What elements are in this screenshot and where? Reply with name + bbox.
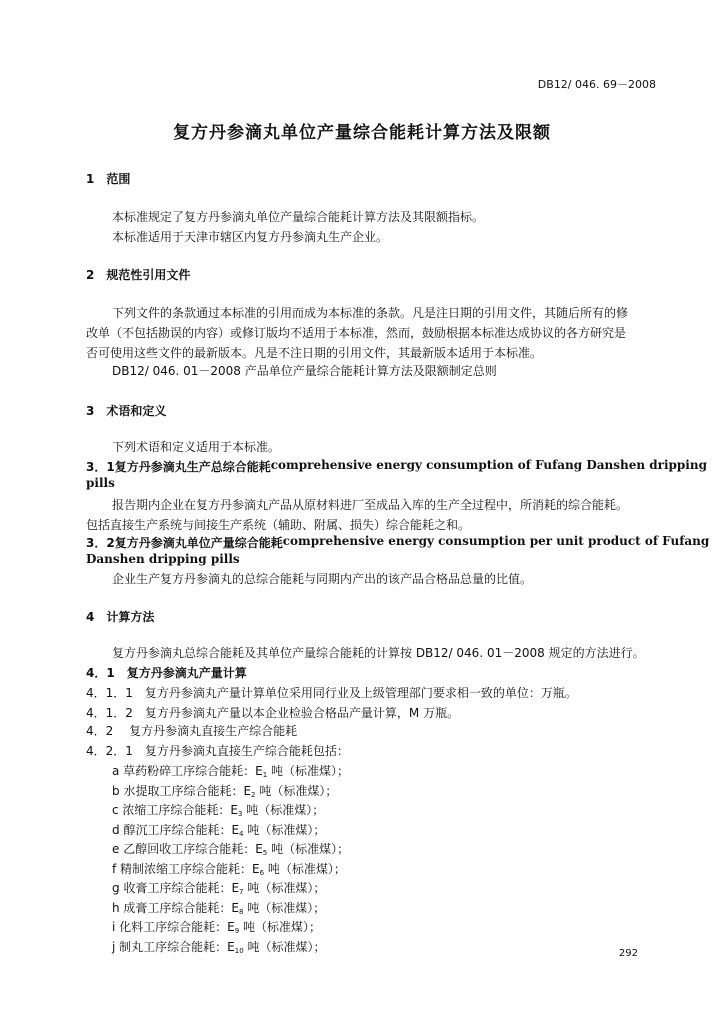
process-item-unit: 吨（标准煤）； [264, 861, 346, 876]
process-item-subscript: 4 [239, 829, 244, 838]
process-item-j [112, 938, 326, 955]
clause-3-1-term-en-cont: pills [86, 476, 115, 490]
clause-4-1-heading: 4．1 复方丹参滴丸产量计算 [86, 666, 247, 680]
process-item-unit: 吨（标准煤）； [243, 881, 326, 895]
clause-3-1-number: 3．1 [86, 460, 115, 474]
clause-4-1-2: 4．1．2 复方丹参滴丸产量以本企业检验合格品产量计算，M 万瓶。 [86, 706, 460, 720]
process-item-unit: 吨（标准煤）； [267, 764, 350, 778]
clause-4-1-1: 4．1．1 复方丹参滴丸产量计算单位采用同行业及上级管理部门要求相一致的单位：万瓶。 [86, 686, 577, 700]
clause-3-1-definition-line-1: 报告期内企业在复方丹参滴丸产品从原材料进厂至成品入库的生产全过程中，所消耗的综合能耗。 [112, 498, 629, 512]
normative-reference: DB12/ 046. 01－2008 产品单位产量综合能耗计算方法及限额制定总则 [112, 364, 497, 378]
process-item-unit: 吨（标准煤）； [267, 842, 350, 856]
process-item-text: 精制浓缩工序综合能耗：E [120, 861, 260, 876]
process-item-subscript: 9 [234, 927, 240, 935]
process-item-b [112, 782, 337, 799]
clause-3-2-term [86, 534, 710, 551]
process-item-text: 化料工序综合能耗：E [119, 920, 235, 934]
process-item-a [112, 762, 349, 779]
process-item-text: 水提取工序综合能耗：E [123, 783, 252, 798]
clause-4-2-1: 4．2．1 复方丹参滴丸直接生产综合能耗包括： [86, 744, 349, 758]
process-item-f [112, 860, 346, 877]
document-code: DB12/ 046. 69－2008 [537, 78, 656, 91]
process-item-letter: f [112, 861, 121, 876]
process-item-letter: c [112, 803, 123, 817]
process-item-unit: 吨（标准煤）； [243, 900, 326, 915]
process-item-subscript: 8 [239, 907, 244, 916]
clause-3-1-term [86, 458, 707, 475]
process-item-unit: 吨（标准煤）； [239, 920, 322, 934]
section-4-heading: 4 计算方法 [86, 610, 155, 624]
clause-3-1-definition-line-2: 包括直接生产系统与间接生产系统（辅助、附属、损失）综合能耗之和。 [86, 518, 471, 532]
process-item-text: 草药粉碎工序综合能耗：E [123, 764, 263, 778]
process-item-text: 制丸工序综合能耗：E [119, 939, 235, 954]
clause-3-2-term-en: comprehensive energy consumption per unit product of Fufang [282, 534, 710, 548]
section-2-line-2: 改单（不包括勘误的内容）或修订版均不适用于本标准，然而，鼓励根据本标准达成协议的各方研究是 [86, 326, 627, 340]
process-item-letter: b [112, 783, 124, 798]
process-item-text: 醇沉工序综合能耗：E [123, 822, 240, 837]
process-item-text: 收膏工序综合能耗：E [123, 881, 240, 895]
process-item-subscript: 2 [251, 790, 256, 799]
process-item-letter: a [112, 764, 124, 778]
clause-3-2-number: 3．2 [86, 536, 115, 550]
process-item-i [112, 918, 321, 935]
process-item-subscript: 1 [262, 771, 268, 779]
process-item-text: 成膏工序综合能耗：E [123, 900, 240, 915]
clause-3-1-term-zh: 复方丹参滴丸生产总综合能耗 [114, 460, 271, 474]
section-1-heading: 1 范围 [86, 172, 131, 186]
section-1-paragraph-2: 本标准适用于天津市辖区内复方丹参滴丸生产企业。 [112, 230, 389, 244]
process-item-letter: g [112, 881, 124, 895]
process-item-unit: 吨（标准煤）； [255, 783, 338, 798]
process-item-letter: i [112, 920, 120, 934]
clause-3-1-term-en: comprehensive energy consumption of Fufang Danshen dripping [270, 458, 707, 472]
clause-3-2-term-en-cont: Danshen dripping pills [86, 552, 240, 566]
document-title: 复方丹参滴丸单位产量综合能耗计算方法及限额 [173, 123, 551, 143]
section-2-line-1: 下列文件的条款通过本标准的引用而成为本标准的条款。凡是注日期的引用文件，其随后所有的修 [112, 306, 629, 320]
process-item-e [112, 840, 349, 857]
process-item-subscript: 3 [238, 810, 243, 818]
process-item-unit: 吨（标准煤）； [243, 822, 326, 837]
section-2-heading: 2 规范性引用文件 [86, 268, 191, 282]
process-item-subscript: 5 [262, 849, 268, 857]
section-1-paragraph-1: 本标准规定了复方丹参滴丸单位产量综合能耗计算方法及其限额指标。 [112, 210, 485, 224]
process-item-subscript: 6 [259, 868, 265, 877]
process-item-letter: e [112, 842, 124, 856]
section-4-intro: 复方丹参滴丸总综合能耗及其单位产量综合能耗的计算按 DB12/ 046. 01－2008 规定的方法进行。 [112, 646, 645, 660]
section-2-line-3: 否可使用这些文件的最新版本。凡是不注日期的引用文件，其最新版本适用于本标准。 [86, 346, 543, 360]
process-item-letter: d [112, 822, 124, 837]
clause-3-2-definition: 企业生产复方丹参滴丸的总综合能耗与同期内产出的该产品合格品总量的比值。 [112, 572, 533, 586]
clause-3-2-term-zh: 复方丹参滴丸单位产量综合能耗 [114, 536, 283, 550]
clause-4-2-heading: 4．2 复方丹参滴丸直接生产综合能耗 [86, 724, 298, 738]
section-3-intro: 下列术语和定义适用于本标准。 [112, 440, 281, 454]
process-item-text: 乙醇回收工序综合能耗：E [123, 842, 263, 856]
process-item-text: 浓缩工序综合能耗：E [122, 803, 239, 817]
process-item-unit: 吨（标准煤）； [243, 939, 326, 954]
process-item-unit: 吨（标准煤）； [242, 803, 325, 817]
process-item-letter: h [112, 900, 124, 915]
section-3-heading: 3 术语和定义 [86, 404, 167, 418]
process-item-subscript: 10 [234, 946, 244, 955]
process-item-h [112, 899, 325, 916]
process-item-g [112, 879, 325, 896]
process-item-c [112, 801, 324, 818]
process-item-d [112, 821, 325, 838]
page-number: 292 [618, 948, 638, 959]
process-item-letter: j [112, 939, 120, 954]
process-item-subscript: 7 [239, 888, 244, 896]
